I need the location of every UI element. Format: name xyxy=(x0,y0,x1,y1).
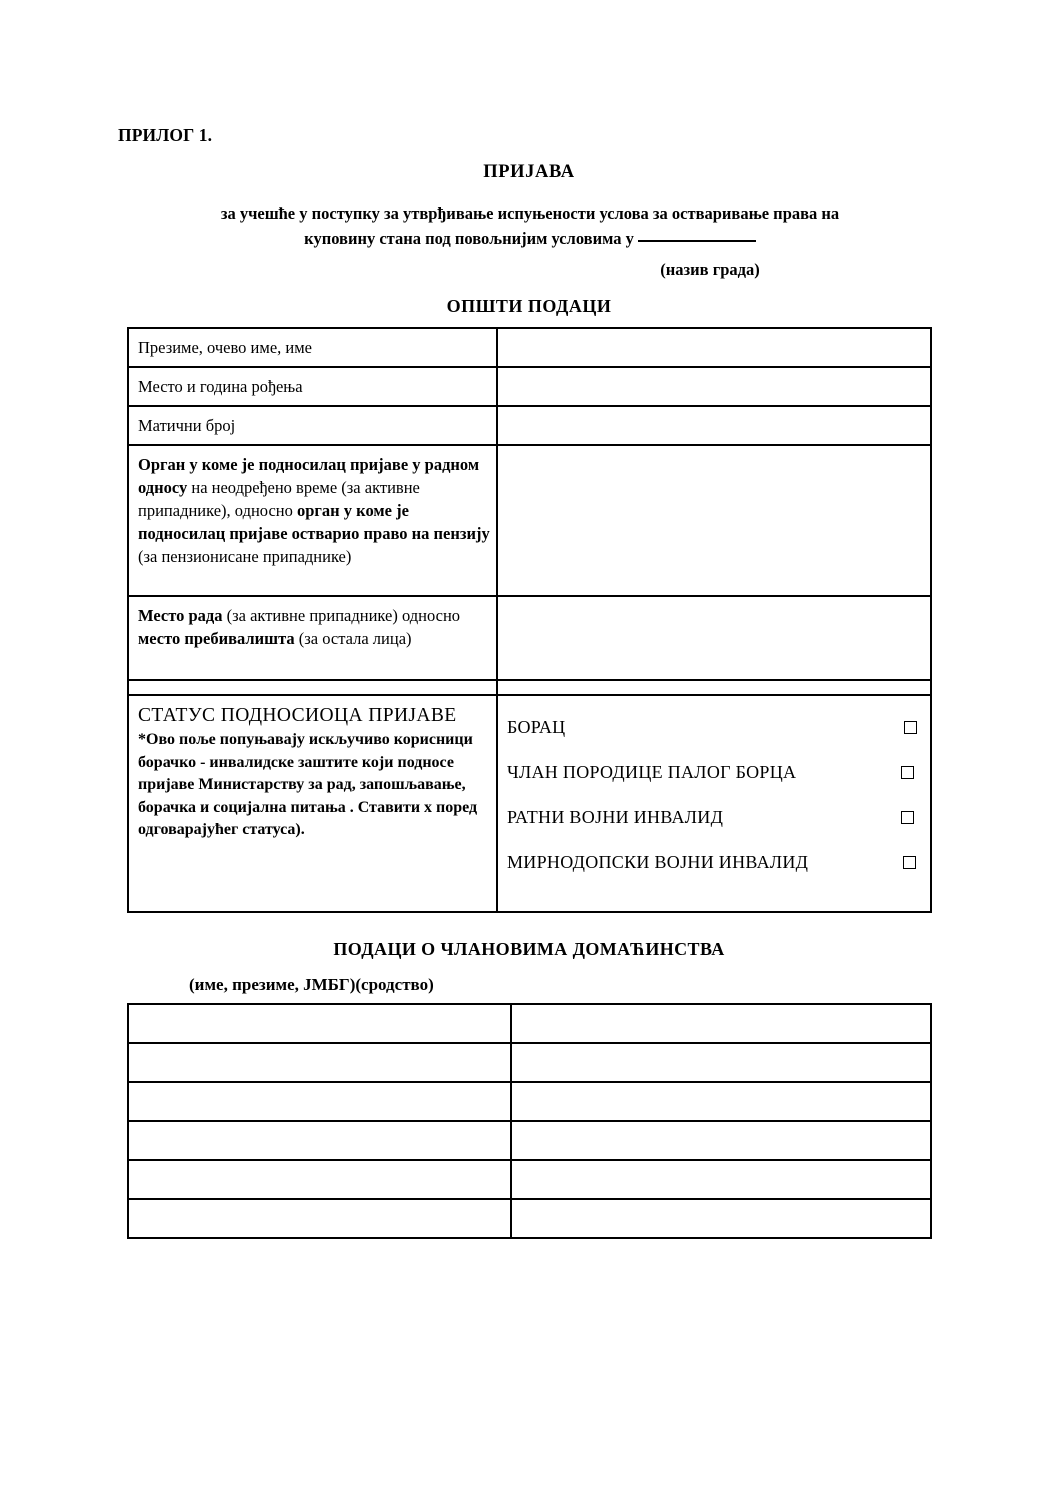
value-text xyxy=(498,368,930,382)
household-name-cell[interactable] xyxy=(128,1160,511,1199)
label-cell-authority xyxy=(128,445,497,596)
general-data-table xyxy=(127,327,932,913)
city-blank-line[interactable] xyxy=(638,240,756,242)
authority-bold-1: Орган у коме је подносилац пријаве у радном односу xyxy=(138,455,480,497)
label-text xyxy=(129,446,496,575)
checkbox-icon[interactable] xyxy=(904,721,917,734)
household-name-cell[interactable] xyxy=(128,1199,511,1238)
spacer-cell-right xyxy=(497,680,931,695)
label-cell-personal-number xyxy=(128,406,497,445)
workplace-plain-1: (за активне припаднике) односно xyxy=(222,606,461,625)
label-text: Место и година рођења xyxy=(138,377,303,396)
label-cell-surname xyxy=(128,328,497,367)
household-relation-cell[interactable] xyxy=(511,1004,931,1043)
table-row xyxy=(128,328,931,367)
status-description-cell xyxy=(128,695,497,912)
table-row xyxy=(128,445,931,596)
subtitle-line-1: за учешће у поступку за утврђивање испуњености услова за остваривање права на xyxy=(220,204,840,223)
status-option-borac[interactable] xyxy=(507,705,930,750)
value-text xyxy=(498,597,930,611)
value-cell-personal-number[interactable] xyxy=(497,406,931,445)
workplace-plain-2: (за остала лица) xyxy=(294,629,412,648)
value-text xyxy=(498,329,930,343)
value-cell-surname[interactable] xyxy=(497,328,931,367)
household-name-cell[interactable] xyxy=(128,1004,511,1043)
checkbox-icon[interactable] xyxy=(901,766,914,779)
document-subtitle xyxy=(150,201,910,251)
household-relation-cell[interactable] xyxy=(511,1121,931,1160)
value-cell-workplace[interactable] xyxy=(497,596,931,680)
value-cell-authority[interactable] xyxy=(497,445,931,596)
label-text: Матични број xyxy=(138,416,236,435)
table-row xyxy=(128,1004,931,1043)
household-name-cell[interactable] xyxy=(128,1082,511,1121)
status-title: СТАТУС ПОДНОСИОЦА ПРИЈАВЕ xyxy=(138,705,457,726)
table-row-status xyxy=(128,695,931,912)
table-row xyxy=(128,367,931,406)
table-row xyxy=(128,406,931,445)
table-spacer-row xyxy=(128,680,931,695)
household-legend: (име, презиме, ЈМБГ)(сродство) xyxy=(189,975,434,994)
table-row xyxy=(128,1160,931,1199)
value-cell-birthplace[interactable] xyxy=(497,367,931,406)
status-note: *Ово поље попуњавају искључиво корисници борачко - инвалидске заштите који подносе пријаве Министарству за рад, запошљавање, борачка и социјална питања . Ставити x поред одговарајућег статуса). xyxy=(138,731,478,838)
status-option-label: МИРНОДОПСКИ ВОЈНИ ИНВАЛИД xyxy=(507,852,809,872)
status-options-list xyxy=(498,696,930,885)
status-option-war-invalid[interactable] xyxy=(507,795,930,840)
attachment-label: ПРИЛОГ 1. xyxy=(118,125,213,145)
city-field-note: (назив града) xyxy=(660,260,760,279)
section-heading-household-members: ПОДАЦИ О ЧЛАНОВИМА ДОМАЋИНСТВА xyxy=(333,939,725,959)
table-row xyxy=(128,1121,931,1160)
label-text: Презиме, очево име, име xyxy=(138,338,312,357)
household-relation-cell[interactable] xyxy=(511,1199,931,1238)
table-row xyxy=(128,1043,931,1082)
checkbox-icon[interactable] xyxy=(903,856,916,869)
status-option-label: ЧЛАН ПОРОДИЦЕ ПАЛОГ БОРЦА xyxy=(507,762,797,782)
status-option-label: БОРАЦ xyxy=(507,717,566,737)
subtitle-line-2: куповину стана под повољнијим условима у xyxy=(304,229,634,248)
status-options-cell xyxy=(497,695,931,912)
household-relation-cell[interactable] xyxy=(511,1160,931,1199)
authority-plain-1: на неодређено време (за активне припаднике), односно xyxy=(138,478,420,520)
spacer-cell-left xyxy=(128,680,497,695)
workplace-bold-1: Место рада xyxy=(138,606,223,625)
status-option-peacetime-invalid[interactable] xyxy=(507,840,930,885)
household-relation-cell[interactable] xyxy=(511,1043,931,1082)
household-name-cell[interactable] xyxy=(128,1043,511,1082)
workplace-bold-2: место пребивалишта xyxy=(138,629,295,648)
authority-plain-2: (за пензионисане припаднике) xyxy=(138,547,352,566)
authority-bold-2: орган у коме је подносилац пријаве остварио право на пензију xyxy=(138,501,490,543)
household-name-cell[interactable] xyxy=(128,1121,511,1160)
label-cell-workplace xyxy=(128,596,497,680)
page-title: ПРИЈАВА xyxy=(483,162,575,182)
table-row xyxy=(128,596,931,680)
status-option-label: РАТНИ ВОЈНИ ИНВАЛИД xyxy=(507,807,724,827)
checkbox-icon[interactable] xyxy=(901,811,914,824)
label-cell-birthplace xyxy=(128,367,497,406)
section-heading-general-data: ОПШТИ ПОДАЦИ xyxy=(446,296,612,316)
household-members-table xyxy=(127,1003,932,1239)
household-relation-cell[interactable] xyxy=(511,1082,931,1121)
value-text xyxy=(498,446,930,460)
table-row xyxy=(128,1199,931,1238)
value-text xyxy=(498,407,930,421)
table-row xyxy=(128,1082,931,1121)
status-option-family-member[interactable] xyxy=(507,750,930,795)
label-text xyxy=(129,597,496,657)
